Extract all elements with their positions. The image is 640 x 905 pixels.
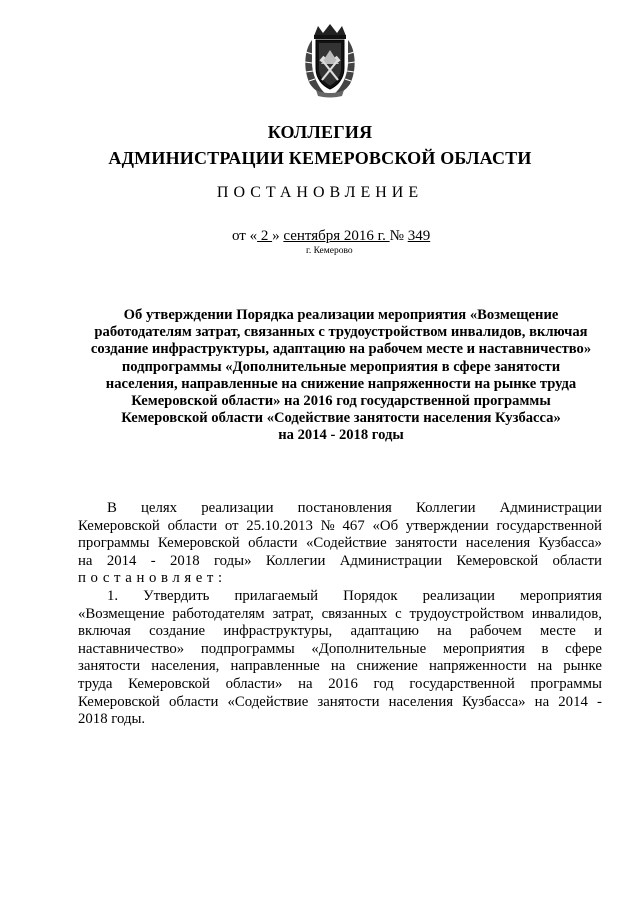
- body-word: адаптацию: [350, 623, 419, 640]
- title-line: работодателям затрат, связанных с трудоустройством инвалидов, включая: [94, 324, 588, 341]
- body-word: Кемеровской: [157, 535, 240, 552]
- body-line: [78, 553, 602, 571]
- body-word: год: [373, 675, 394, 692]
- body-word: Кузбасса»: [462, 693, 526, 710]
- body-word: реализации: [422, 587, 495, 604]
- body-word: от: [224, 517, 239, 534]
- date-mid: »: [272, 228, 284, 244]
- body-word: Кузбасса»: [538, 535, 602, 552]
- body-line: [78, 694, 602, 712]
- body-word: «Об: [372, 517, 399, 534]
- title-line: подпрограммы «Дополнительные мероприятия в сфере занятости: [121, 358, 561, 375]
- body-line: [78, 606, 602, 624]
- date-day: 2: [257, 228, 273, 244]
- body-word: «Содействие: [305, 535, 387, 552]
- body-word: на: [537, 658, 553, 675]
- number-sign: №: [389, 228, 408, 244]
- body-line: [78, 641, 602, 659]
- title-line: населения, направленные на снижение напряженности на рынке труда: [105, 375, 577, 392]
- title-line: Кемеровской области» на 2016 год государственной программы: [131, 393, 551, 410]
- date-month-year: сентября 2016 г.: [283, 228, 390, 244]
- date-prefix: от «: [232, 228, 258, 244]
- body-line-last: 2018 годы.: [78, 711, 146, 728]
- body-word: работодателям: [172, 605, 265, 622]
- body-word: программы: [78, 535, 150, 552]
- body-word: целях: [141, 500, 178, 516]
- body-word: Кемеровской: [78, 693, 160, 710]
- body-word: населения: [465, 535, 531, 552]
- body-word: на: [330, 658, 346, 675]
- body-word: 25.10.2013: [246, 517, 313, 534]
- document-type: ПОСТАНОВЛЕНИЕ: [216, 184, 424, 201]
- body-word: Кемеровской: [78, 517, 160, 534]
- body-word: на: [437, 623, 452, 640]
- body-word: напряженности: [428, 658, 527, 675]
- body-word: занятости: [78, 658, 141, 675]
- body-line: [78, 623, 602, 641]
- body-word: направленные: [230, 658, 320, 675]
- body-word: Порядок: [343, 587, 398, 604]
- document-title: [78, 307, 604, 445]
- body-word: Утвердить: [143, 587, 210, 604]
- body-word: с: [395, 605, 402, 622]
- body-word: 2016: [328, 675, 358, 692]
- body-word: на: [78, 552, 93, 569]
- body-line: [78, 676, 602, 694]
- body-word: Кемеровской: [456, 552, 539, 569]
- body-line: [78, 518, 602, 536]
- body-word: и: [594, 623, 602, 640]
- body-word: трудоустройством: [409, 605, 524, 622]
- body-word: инфраструктуры,: [223, 623, 333, 640]
- body-word: 2014: [106, 552, 137, 569]
- title-line: на 2014 - 2018 годы: [278, 427, 404, 444]
- body-line-resolves: постановляет:: [78, 570, 227, 587]
- title-line: Об утверждении Порядка реализации мероприятия «Возмещение: [123, 307, 559, 323]
- body-word: 467: [342, 517, 365, 534]
- body-line: [78, 658, 602, 676]
- coat-of-arms-emblem: [300, 22, 360, 98]
- body-word: области: [168, 693, 219, 710]
- body-word: подпрограммы: [200, 640, 295, 657]
- body-word: «Возмещение: [78, 605, 165, 622]
- body-word: на: [534, 693, 550, 710]
- body-word: Кемеровской: [128, 675, 210, 692]
- body-word: области: [248, 535, 298, 552]
- body-word: мероприятия: [519, 587, 602, 604]
- body-word: создание: [149, 623, 206, 640]
- body-word: мероприятия: [442, 640, 525, 657]
- body-word: рабочем: [469, 623, 522, 640]
- body-word: прилагаемый: [234, 587, 319, 604]
- body-word: населения,: [151, 658, 220, 675]
- body-word: занятости: [395, 535, 458, 552]
- body-word: затрат,: [272, 605, 314, 622]
- org-name-line-2: АДМИНИСТРАЦИИ КЕМЕРОВСКОЙ ОБЛАСТИ: [108, 148, 532, 168]
- body-word: Коллегии: [265, 552, 326, 569]
- body-word: области: [552, 552, 602, 569]
- body-word: снижение: [356, 658, 418, 675]
- body-word: наставничество»: [78, 640, 185, 657]
- body-word: В: [107, 500, 117, 516]
- body-word: -: [596, 693, 602, 710]
- body-word: на: [298, 675, 313, 692]
- body-word: утверждении: [405, 517, 489, 534]
- body-word: №: [320, 517, 335, 534]
- body-word: инвалидов,: [531, 605, 602, 622]
- body-line: [78, 500, 602, 518]
- body-word: государственной: [496, 517, 602, 534]
- body-word: Администрации: [499, 500, 602, 516]
- document-number: 349: [407, 228, 431, 244]
- date-number-line: [232, 227, 430, 245]
- body-word: связанных: [321, 605, 388, 622]
- body-word: сфере: [565, 640, 602, 657]
- body-word: рынке: [563, 658, 602, 675]
- city-name: г. Кемерово: [306, 246, 353, 256]
- body-word: 2014: [558, 693, 588, 710]
- body-word: годы»: [213, 552, 252, 569]
- body-word: Коллегии: [415, 500, 476, 516]
- body-word: области: [167, 517, 218, 534]
- body-word: государственной: [409, 675, 515, 692]
- title-line: Кемеровской области «Содействие занятости населения Кузбасса»: [121, 410, 561, 427]
- body-word: программы: [530, 675, 602, 692]
- body-word: включая: [78, 623, 131, 640]
- body-word: занятости: [317, 693, 380, 710]
- body-word: «Дополнительные: [311, 640, 427, 657]
- body-word: месте: [539, 623, 576, 640]
- body-word: -: [150, 552, 156, 569]
- body-line: [78, 588, 602, 606]
- body-word: «Содействие: [227, 693, 309, 710]
- body-word: Администрации: [339, 552, 442, 569]
- body-word: в: [541, 640, 549, 657]
- body-word: населения: [388, 693, 454, 710]
- body-word: области»: [225, 675, 283, 692]
- org-name-line-1: КОЛЛЕГИЯ: [267, 122, 373, 142]
- title-line: создание инфраструктуры, адаптацию на рабочем месте и наставничество»: [90, 341, 592, 358]
- body-line: [78, 535, 602, 553]
- body-word: реализации: [201, 500, 274, 516]
- body-word: 1.: [107, 587, 119, 604]
- body-word: постановления: [297, 500, 392, 516]
- body-word: труда: [78, 675, 113, 692]
- body-word: 2018: [170, 552, 200, 569]
- document-body: [78, 500, 602, 729]
